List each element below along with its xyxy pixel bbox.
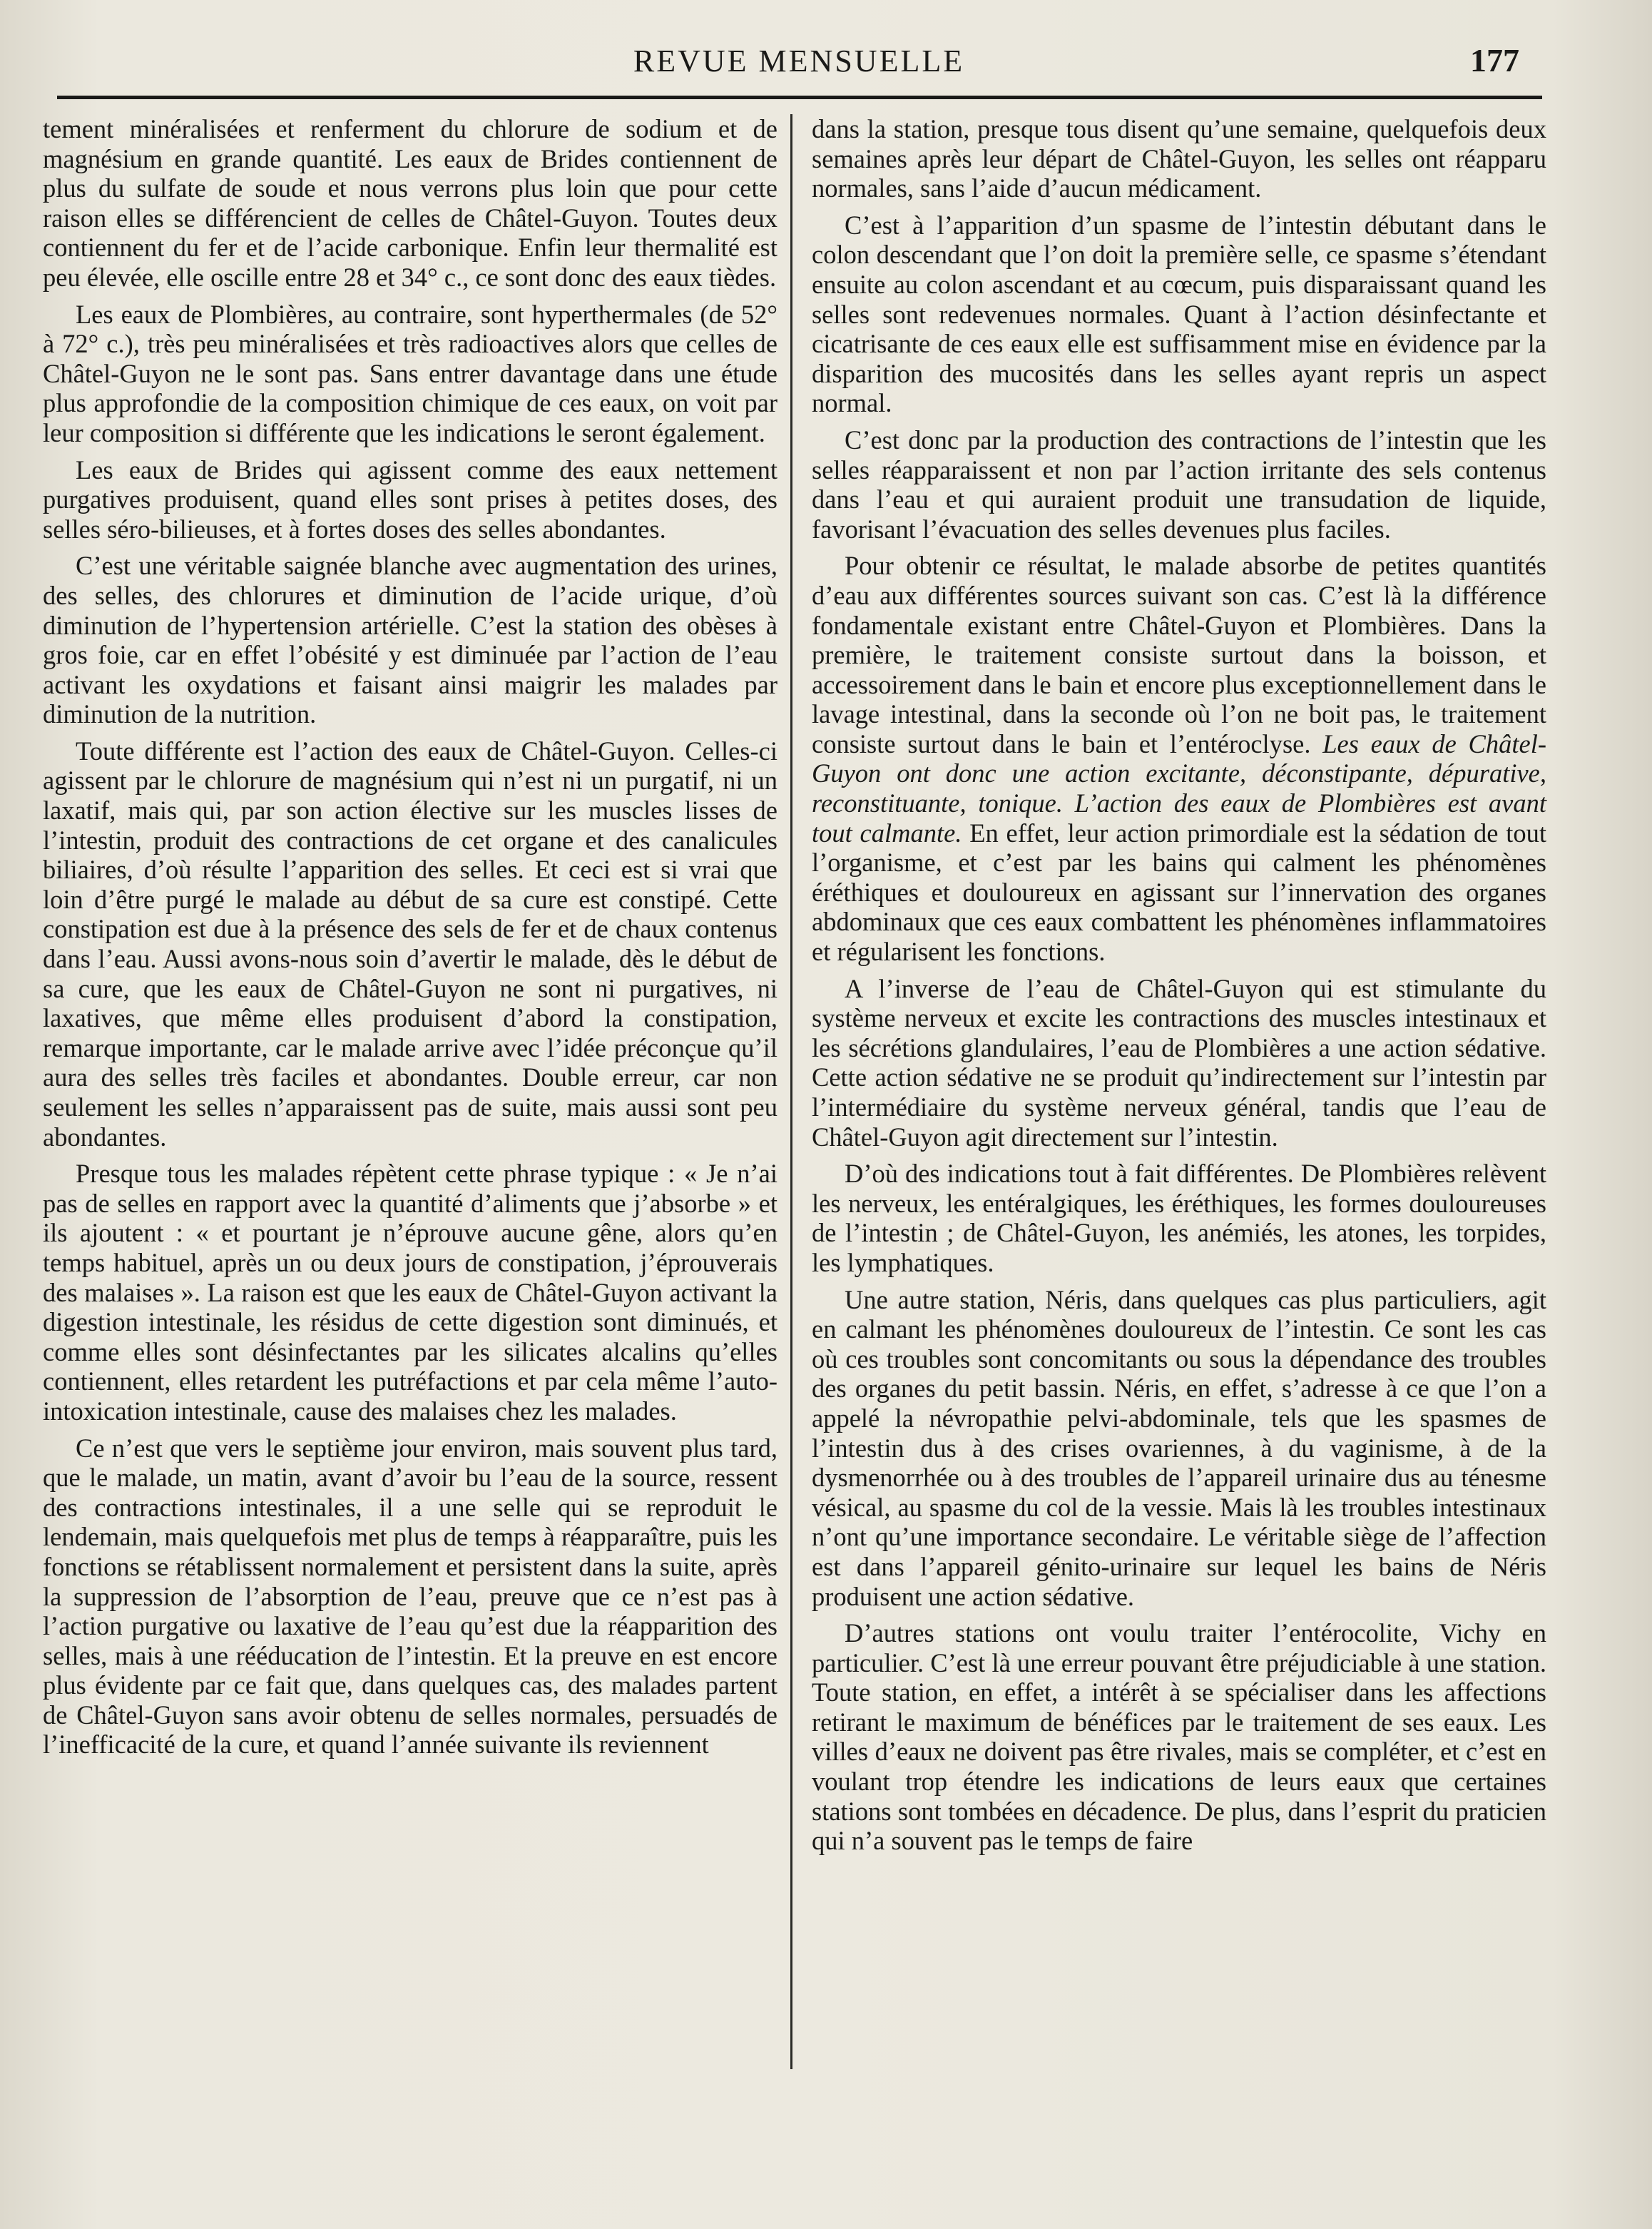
paragraph: D’autres stations ont voulu traiter l’entérocolite, Vichy en particulier. C’est là une erreur pouvant être préjudiciable à une station. Toute station, en effet, a intérêt à se spécialiser dans les affections retirant le maximum de bénéfices par le traitement de ses eaux. Les villes d’eaux ne doivent pas être rivales, mais se compléter, et c’est en voulant trop étendre les indications de leurs eaux que certaines stations sont tombées en décadence. De plus, dans l’esprit du praticien qui n’a souvent pas le temps de faire — [812, 1618, 1546, 1856]
paragraph: A l’inverse de l’eau de Châtel-Guyon qui est stimulante du système nerveux et excite les contractions des muscles intestinaux et les sécrétions glandulaires, l’eau de Plombières a une action sédative. Cette action sédative ne se produit qu’indirectement sur l’intestin par l’intermédiaire du système nerveux général, tandis que l’eau de Châtel-Guyon agit directement sur l’intestin. — [812, 973, 1546, 1152]
paragraph: C’est à l’apparition d’un spasme de l’intestin débutant dans le colon descendant que l’on doit la première selle, ce spasme s’étendant ensuite au colon ascendant et au cœcum, puis disparaissant quand les selles sont redevenues normales. Quant à l’action désinfectante et cicatrisante de ces eaux elle est suffisamment mise en évidence par la disparition des mucosités dans les selles ayant repris un aspect normal. — [812, 210, 1546, 418]
paragraph: D’où des indications tout à fait différentes. De Plombières relèvent les nerveux, les entéralgiques, les éréthiques, les formes douloureuses de l’intestin ; de Châtel-Guyon, les anémiés, les atones, les torpides, les lymphatiques. — [812, 1159, 1546, 1277]
column-divider — [790, 114, 792, 2069]
paragraph — [812, 551, 1546, 966]
running-title: REVUE MENSUELLE — [633, 44, 965, 78]
italic-emphasis: Les eaux de Châtel-Guyon ont donc une action excitante, déconstipante, dépurative, reconstituante, tonique. L’action des eaux de Plombières est avant tout calmante. — [812, 728, 1546, 848]
paragraph: Toute différente est l’action des eaux de Châtel-Guyon. Celles-ci agissent par le chlorure de magnésium qui n’est ni un purgatif, ni un laxatif, mais qui, par son action élective sur les muscles lisses de l’intestin, produit des contractions de cet organe et des canalicules biliaires, d’où résulte l’apparition des selles. Et ceci est si vrai que loin d’être purgé le malade au début de sa cure est constipé. Cette constipation est due à la présence des sels de fer et de chaux contenus dans l’eau. Aussi avons-nous soin d’avertir le malade, dès le début de sa cure, que les eaux de Châtel-Guyon ne sont ni purgatives, ni laxatives, que même elles produisent d’abord la constipation, remarque importante, car le malade arrive avec l’idée préconçue qu’il aura des selles très faciles et abondantes. Double erreur, car non seulement les selles n’apparaissent pas de suite, mais aussi sont peu abondantes. — [43, 736, 777, 1152]
paragraph: Les eaux de Plombières, au contraire, sont hyperthermales (de 52° à 72° c.), très peu minéralisées et très radioactives alors que celles de Châtel-Guyon ne le sont pas. Sans entrer davantage dans une étude plus approfondie de la composition chimique de ces eaux, on voit par leur composition si différente que les indications le seront également. — [43, 299, 777, 447]
right-column — [812, 114, 1546, 1863]
paragraph: Les eaux de Brides qui agissent comme des eaux nettement purgatives produisent, quand elles sont prises à petites doses, des selles séro-bilieuses, et à fortes doses des selles abondantes. — [43, 455, 777, 544]
page-header — [57, 40, 1541, 83]
header-rule — [57, 96, 1542, 99]
paragraph: Ce n’est que vers le septième jour environ, mais souvent plus tard, que le malade, un matin, avant d’avoir bu l’eau de la source, ressent des contractions intestinales, il a une selle qui se reproduit le lendemain, mais quelquefois met plus de temps à réapparaître, puis les fonctions se rétablissent normalement et persistent dans la suite, après la suppression de l’absorption de l’eau, preuve que ce n’est pas à l’action purgative ou laxative de l’eau qu’est due la réapparition des selles, mais à une rééducation de l’intestin. Et la preuve en est encore plus évidente par ce fait que, dans quelques cas, des malades partent de Châtel-Guyon sans avoir obtenu de selles normales, persuadés de l’inefficacité de la cure, et quand l’année suivante ils reviennent — [43, 1433, 777, 1760]
paragraph: tement minéralisées et renferment du chlorure de sodium et de magnésium en grande quantité. Les eaux de Brides contiennent de plus du sulfate de soude et nous verrons plus loin que pour cette raison elles se différencient de celles de Châtel-Guyon. Toutes deux contiennent du fer et de l’acide carbonique. Enfin leur thermalité est peu élevée, elle oscille entre 28 et 34° c., ce sont donc des eaux tièdes. — [43, 114, 777, 292]
paragraph: C’est donc par la production des contractions de l’intestin que les selles réapparaissent et non par l’action irritante des sels contenus dans l’eau et qui auraient produit une transudation de liquide, favorisant l’évacuation des selles devenues plus faciles. — [812, 425, 1546, 544]
left-column — [43, 114, 777, 1767]
paragraph-text: Pour obtenir ce résultat, le malade absorbe de petites quantités d’eau aux différentes sources suivant son cas. C’est là la différence fondamentale existant entre Châtel-Guyon et Plombières. Dans la première, le traitement consiste surtout dans la boisson, et accessoirement dans le bain et encore plus exceptionnellement dans le lavage intestinal, dans la seconde où l’on ne boit pas, le traitement consiste surtout dans le bain et l’entéroclyse. — [812, 551, 1546, 758]
paragraph: C’est une véritable saignée blanche avec augmentation des urines, des selles, des chlorures et diminution de l’acide urique, d’où diminution de l’hypertension artérielle. C’est la station des obèses à gros foie, car en effet l’obésité y est diminuée par l’action de l’eau activant les oxydations et faisant ainsi maigrir les malades par diminution de la nutrition. — [43, 551, 777, 729]
paragraph-text: En effet, leur action primordiale est la sédation de tout l’organisme, et c’est par les bains qui calment les phénomènes éréthiques et douloureux en agissant sur l’innervation des organes abdominaux que ces eaux combattent les phénomènes inflammatoires et régularisent les fonctions. — [812, 818, 1546, 967]
paragraph: Presque tous les malades répètent cette phrase typique : « Je n’ai pas de selles en rapport avec la quantité d’aliments que j’absorbe » et ils ajoutent : « et pourtant je n’éprouve aucune gêne, alors qu’en temps habituel, après un ou deux jours de constipation, j’éprouverais des malaises ». La raison est que les eaux de Châtel-Guyon activant la digestion intestinale, les résidus de cette digestion sont diminués, et comme elles sont désinfectantes par les silicates alcalins qu’elles contiennent, elles retardent les putréfactions et par cela même l’auto-intoxication intestinale, cause des malaises chez les malades. — [43, 1159, 777, 1426]
page-number: 177 — [1470, 42, 1519, 78]
paragraph: dans la station, presque tous disent qu’une semaine, quelquefois deux semaines après leur départ de Châtel-Guyon, les selles ont réapparu normales, sans l’aide d’aucun médicament. — [812, 114, 1546, 203]
paragraph: Une autre station, Néris, dans quelques cas plus particuliers, agit en calmant les phénomènes douloureux de l’intestin. Ce sont les cas où ces troubles sont concomitants ou sous la dépendance des troubles des organes du petit bassin. Néris, en effet, s’adresse à ce que l’on a appelé la névropathie pelvi-abdominale, tels que les spasmes de l’intestin dus à des crises ovariennes, à du vaginisme, à de la dysmenorrhée ou à des troubles de l’appareil urinaire dus au ténesme vésical, au spasme du col de la vessie. Mais là les troubles intestinaux n’ont qu’une importance secondaire. Le véritable siège de l’affection est dans l’appareil génito-urinaire sur lequel les bains de Néris produisent une action sédative. — [812, 1284, 1546, 1611]
